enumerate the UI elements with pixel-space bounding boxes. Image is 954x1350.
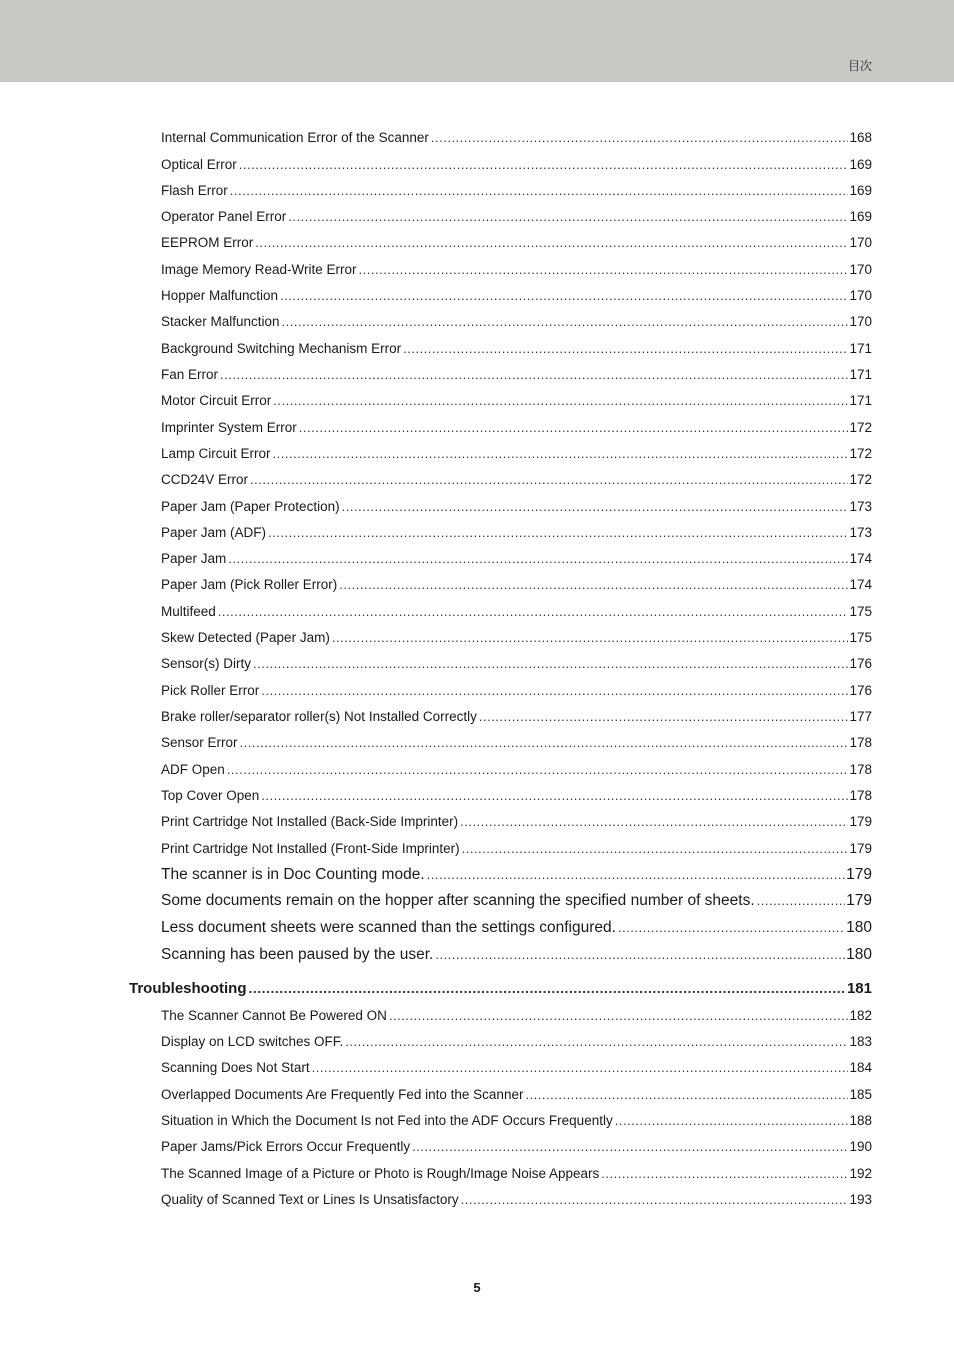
toc-dot-leader <box>228 551 848 566</box>
toc-entry-page: 169 <box>849 209 872 224</box>
toc-entry-title: Pick Roller Error <box>161 683 260 698</box>
toc-dot-leader <box>299 420 849 435</box>
toc-entry-title: EEPROM Error <box>161 235 254 250</box>
toc-entry[interactable] <box>161 420 872 435</box>
toc-entry[interactable] <box>161 1034 872 1049</box>
toc-entry[interactable] <box>161 866 872 884</box>
toc-dot-leader <box>525 1087 848 1102</box>
toc-entry-page: 175 <box>849 604 872 619</box>
toc-entry-page: 172 <box>849 446 872 461</box>
toc-entry[interactable] <box>161 525 872 540</box>
toc-entry[interactable] <box>161 788 872 803</box>
toc-dot-leader <box>227 762 849 777</box>
toc-dot-leader <box>412 1139 848 1154</box>
toc-entry-title: Flash Error <box>161 183 228 198</box>
toc-dot-leader <box>253 656 848 671</box>
toc-dot-leader <box>282 314 849 329</box>
toc-entry-page: 172 <box>849 472 872 487</box>
toc-entry-page: 176 <box>849 656 872 671</box>
toc-entry-title: Paper Jam <box>161 551 227 566</box>
toc-entry-page: 175 <box>849 630 872 645</box>
toc-entry[interactable] <box>161 709 872 724</box>
toc-entry[interactable] <box>161 630 872 645</box>
toc-dot-leader <box>339 577 848 592</box>
toc-entry-page: 185 <box>849 1087 872 1102</box>
toc-entry-page: 174 <box>849 551 872 566</box>
toc-entry-title: The Scanned Image of a Picture or Photo is Rough/Image Noise Appears <box>161 1166 600 1181</box>
toc-entry[interactable] <box>161 209 872 224</box>
toc-dot-leader <box>312 1060 849 1075</box>
toc-dot-leader <box>389 1008 849 1023</box>
toc-entry-title: Paper Jam (Pick Roller Error) <box>161 577 338 592</box>
toc-entry-title: Multifeed <box>161 604 216 619</box>
toc-dot-leader <box>230 183 849 198</box>
toc-entry-page: 173 <box>849 499 872 514</box>
toc-dot-leader <box>618 920 845 935</box>
toc-dot-leader <box>220 367 848 382</box>
toc-dot-leader <box>255 235 848 250</box>
toc-entry-title: Less document sheets were scanned than the settings configured. <box>161 919 616 936</box>
toc-entry-title: Situation in Which the Document Is not Fed into the ADF Occurs Frequently <box>161 1113 613 1128</box>
toc-entry-page: 192 <box>849 1166 872 1181</box>
toc-dot-leader <box>268 525 848 540</box>
toc-entry[interactable] <box>161 841 872 856</box>
toc-dot-leader <box>345 1034 848 1049</box>
toc-entry-title: Hopper Malfunction <box>161 288 279 303</box>
toc-entry-title: Display on LCD switches OFF. <box>161 1034 344 1049</box>
toc-entry-title: Print Cartridge Not Installed (Front-Side Imprinter) <box>161 841 460 856</box>
toc-dot-leader <box>462 841 849 856</box>
toc-dot-leader <box>332 630 849 645</box>
toc-entry-title: The Scanner Cannot Be Powered ON <box>161 1008 387 1023</box>
toc-dot-leader <box>342 499 849 514</box>
toc-entry[interactable] <box>161 919 872 937</box>
toc-entry-page: 190 <box>849 1139 872 1154</box>
toc-entry-page: 171 <box>849 393 872 408</box>
toc-entry-title: Brake roller/separator roller(s) Not Installed Correctly <box>161 709 477 724</box>
toc-entry[interactable] <box>161 446 872 461</box>
toc-entry-title: Overlapped Documents Are Frequently Fed into the Scanner <box>161 1087 524 1102</box>
toc-entry-page: 172 <box>849 420 872 435</box>
toc-entry-page: 170 <box>849 235 872 250</box>
toc-entry-page: 174 <box>849 577 872 592</box>
toc-entry-title: Stacker Malfunction <box>161 314 280 329</box>
toc-entry-page: 176 <box>849 683 872 698</box>
toc-entry[interactable] <box>161 499 872 514</box>
toc-entry-title: Paper Jam (ADF) <box>161 525 267 540</box>
toc-entry-page: 179 <box>849 841 872 856</box>
header-section-label: 目次 <box>847 59 872 73</box>
toc-entry-page: 182 <box>849 1008 872 1023</box>
toc-entry-title: Skew Detected (Paper Jam) <box>161 630 330 645</box>
toc-entry-title: ADF Open <box>161 762 225 777</box>
toc-entry[interactable] <box>161 472 872 487</box>
toc-entry-title: Imprinter System Error <box>161 420 297 435</box>
toc-entry-title: Top Cover Open <box>161 788 260 803</box>
toc-entry-page: 171 <box>849 341 872 356</box>
toc-dot-leader <box>403 341 848 356</box>
toc-entry-title: Fan Error <box>161 367 219 382</box>
toc-entry-title: Optical Error <box>161 157 237 172</box>
toc-entry[interactable] <box>161 314 872 329</box>
toc-entry[interactable] <box>161 1087 872 1102</box>
toc-dot-leader <box>249 980 846 996</box>
toc-entry-page: 173 <box>849 525 872 540</box>
toc-entry-page: 169 <box>849 157 872 172</box>
toc-entry-title: Paper Jam (Paper Protection) <box>161 499 340 514</box>
toc-entry-title: Motor Circuit Error <box>161 393 272 408</box>
toc-entry[interactable] <box>161 1113 872 1128</box>
toc-dot-leader <box>461 1192 849 1207</box>
toc-entry[interactable] <box>161 288 872 303</box>
page-number: 5 <box>473 1280 481 1295</box>
toc-entry[interactable] <box>161 683 872 698</box>
toc-entry-title: Troubleshooting <box>129 980 247 997</box>
toc-dot-leader <box>757 893 845 908</box>
toc-entry-page: 168 <box>849 130 872 145</box>
toc-entry-page: 178 <box>849 735 872 750</box>
toc-entry-page: 180 <box>846 946 872 963</box>
toc-dot-leader <box>431 130 849 145</box>
toc-entry[interactable] <box>161 735 872 750</box>
toc-entry-page: 179 <box>849 814 872 829</box>
toc-entry-page: 179 <box>846 892 872 909</box>
toc-dot-leader <box>250 472 848 487</box>
toc-dot-leader <box>601 1166 848 1181</box>
toc-entry[interactable] <box>161 1192 872 1207</box>
toc-entry[interactable] <box>161 892 872 910</box>
toc-dot-leader <box>280 288 848 303</box>
toc-entry-title: Image Memory Read-Write Error <box>161 262 357 277</box>
toc-entry[interactable] <box>161 157 872 172</box>
toc-dot-leader <box>435 947 845 962</box>
toc-entry-title: Lamp Circuit Error <box>161 446 271 461</box>
toc-entry[interactable] <box>161 262 872 277</box>
page-header-band <box>0 0 954 82</box>
toc-dot-leader <box>460 814 848 829</box>
toc-entry-title: Paper Jams/Pick Errors Occur Frequently <box>161 1139 411 1154</box>
toc-entry-title: Sensor(s) Dirty <box>161 656 252 671</box>
toc-entry[interactable] <box>161 762 872 777</box>
toc-entry[interactable] <box>161 1060 872 1075</box>
toc-entry[interactable] <box>161 235 872 250</box>
toc-entry[interactable] <box>161 1166 872 1181</box>
toc-dot-leader <box>615 1113 849 1128</box>
toc-entry-title: Quality of Scanned Text or Lines Is Unsatisfactory <box>161 1192 459 1207</box>
toc-entry-title: Scanning has been paused by the user. <box>161 946 434 963</box>
toc-dot-leader <box>288 209 848 224</box>
toc-entry-title: CCD24V Error <box>161 472 249 487</box>
toc-dot-leader <box>359 262 849 277</box>
toc-dot-leader <box>427 867 845 882</box>
toc-entry-page: 184 <box>849 1060 872 1075</box>
toc-entry[interactable] <box>161 1139 872 1154</box>
toc-entry[interactable] <box>161 367 872 382</box>
toc-dot-leader <box>479 709 849 724</box>
toc-entry-title: Some documents remain on the hopper after scanning the specified number of sheets. <box>161 892 755 909</box>
toc-dot-leader <box>261 683 848 698</box>
toc-entry[interactable] <box>161 656 872 671</box>
toc-dot-leader <box>239 157 849 172</box>
toc-entry-page: 171 <box>849 367 872 382</box>
toc-entry[interactable] <box>161 183 872 198</box>
toc-entry[interactable] <box>161 341 872 356</box>
toc-entry-page: 179 <box>846 866 872 883</box>
toc-entry-page: 170 <box>849 262 872 277</box>
toc-entry-title: Sensor Error <box>161 735 238 750</box>
toc-entry-title: The scanner is in Doc Counting mode. <box>161 866 425 883</box>
toc-section-entry[interactable] <box>129 980 872 997</box>
toc-entry[interactable] <box>161 577 872 592</box>
toc-entry-title: Scanning Does Not Start <box>161 1060 310 1075</box>
toc-entry[interactable] <box>161 814 872 829</box>
toc-entry[interactable] <box>161 551 872 566</box>
toc-entry-page: 169 <box>849 183 872 198</box>
toc-entry-page: 178 <box>849 762 872 777</box>
toc-entry-title: Operator Panel Error <box>161 209 287 224</box>
toc-entry[interactable] <box>161 393 872 408</box>
toc-entry-page: 178 <box>849 788 872 803</box>
toc-dot-leader <box>273 446 849 461</box>
toc-entry-title: Internal Communication Error of the Scanner <box>161 130 429 145</box>
toc-entry-page: 181 <box>846 980 872 997</box>
toc-entry-page: 180 <box>846 919 872 936</box>
toc-entry-page: 188 <box>849 1113 872 1128</box>
toc-entry-title: Background Switching Mechanism Error <box>161 341 402 356</box>
toc-entry-page: 177 <box>849 709 872 724</box>
toc-entry-page: 183 <box>849 1034 872 1049</box>
toc-dot-leader <box>218 604 849 619</box>
toc-entry-page: 170 <box>849 314 872 329</box>
toc-dot-leader <box>261 788 848 803</box>
toc-entry[interactable] <box>161 1008 872 1023</box>
toc-dot-leader <box>273 393 848 408</box>
toc-entry[interactable] <box>161 604 872 619</box>
toc-entry[interactable] <box>161 130 872 145</box>
toc-entry-page: 193 <box>849 1192 872 1207</box>
toc-entry-page: 170 <box>849 288 872 303</box>
toc-entry[interactable] <box>161 946 872 964</box>
toc-entry-title: Print Cartridge Not Installed (Back-Side Imprinter) <box>161 814 459 829</box>
toc-dot-leader <box>240 735 849 750</box>
